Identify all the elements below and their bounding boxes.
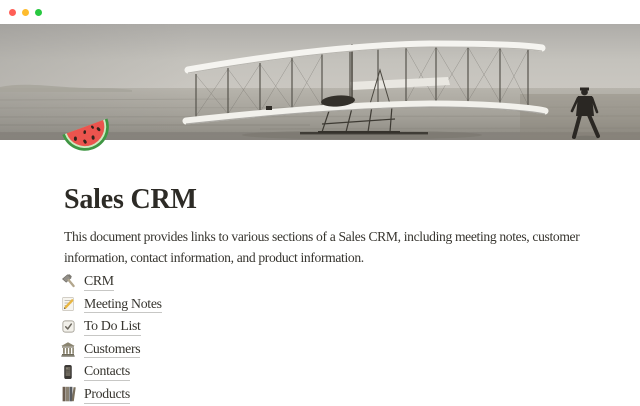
link-contacts[interactable] (59, 360, 576, 383)
window-titlebar (0, 0, 640, 24)
classical-building-icon (59, 341, 77, 357)
link-to-do-list[interactable] (59, 315, 576, 338)
page-links-list (59, 270, 576, 406)
page-description: This document provides links to various sections of a Sales CRM, including meeting notes, customer information, contact information, and product information. (64, 229, 580, 265)
watermelon-icon (60, 115, 118, 161)
page-title: Sales CRM (64, 184, 197, 215)
link-label: Contacts (84, 362, 130, 381)
hammer-icon (59, 273, 77, 289)
link-crm[interactable] (59, 270, 576, 293)
checkbox-icon (59, 318, 77, 334)
link-label: CRM (84, 272, 114, 291)
page-body (0, 140, 640, 406)
link-label: Customers (84, 340, 140, 359)
page-icon-watermelon[interactable] (60, 115, 118, 161)
link-label: To Do List (84, 317, 141, 336)
close-button[interactable] (9, 9, 16, 16)
memo-icon (59, 296, 77, 312)
link-meeting-notes[interactable] (59, 293, 576, 316)
link-label: Meeting Notes (84, 295, 162, 314)
link-customers[interactable] (59, 338, 576, 361)
link-products[interactable] (59, 383, 576, 406)
link-label: Products (84, 385, 130, 404)
zoom-button[interactable] (35, 9, 42, 16)
mobile-phone-icon (59, 364, 77, 380)
minimize-button[interactable] (22, 9, 29, 16)
